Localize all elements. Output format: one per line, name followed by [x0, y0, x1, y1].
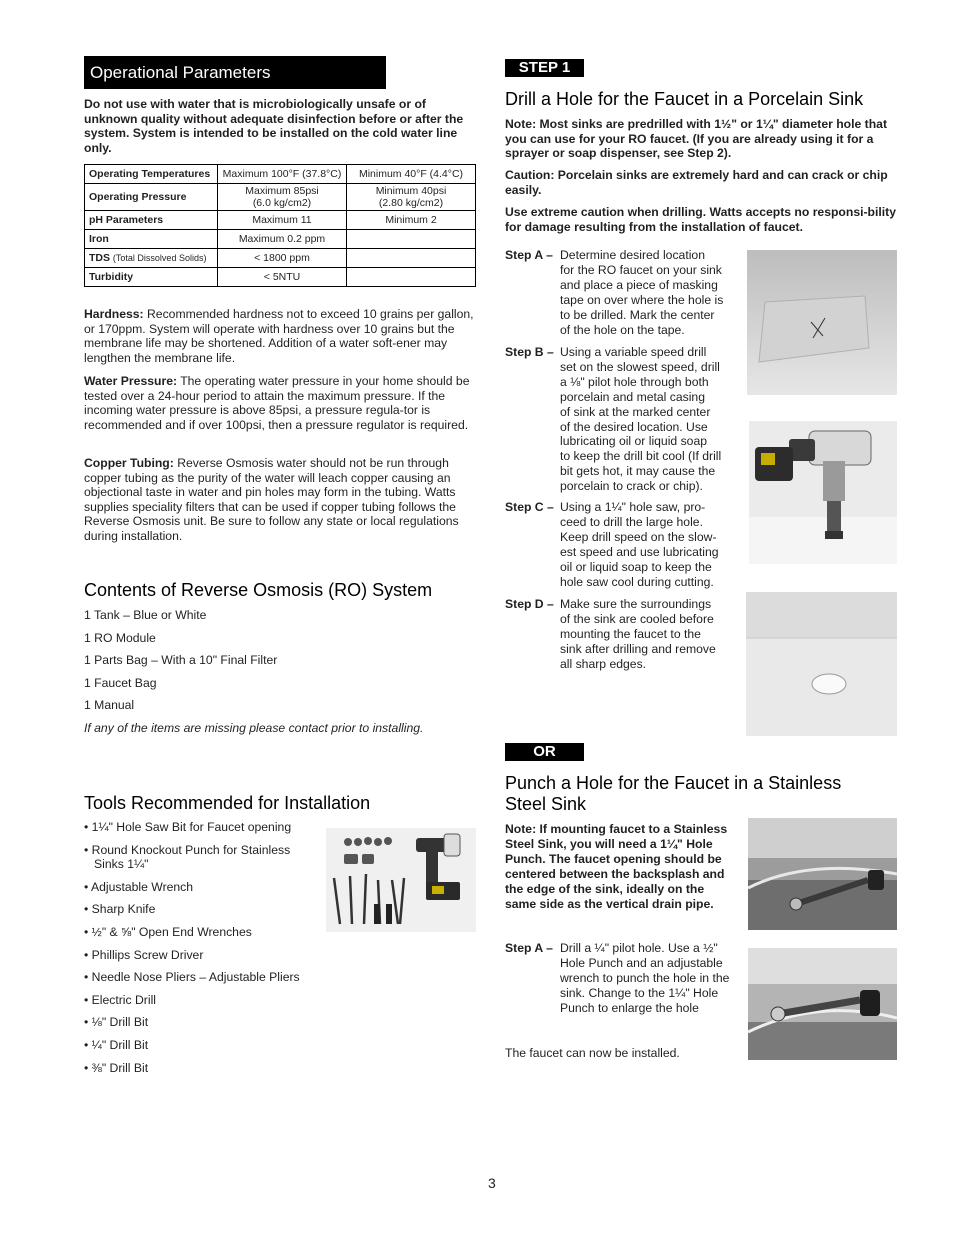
- page-number: 3: [488, 1175, 496, 1191]
- param-min: [347, 268, 476, 287]
- list-item: • Adjustable Wrench: [84, 879, 194, 894]
- param-label: TDS (Total Dissolved Solids): [85, 249, 218, 268]
- list-item: • Phillips Screw Driver: [84, 947, 204, 962]
- table-row: [85, 268, 476, 287]
- table-row: [85, 165, 476, 184]
- masking-tape-photo: [747, 250, 897, 395]
- param-max: Maximum 0.2 ppm: [218, 230, 347, 249]
- param-min: Minimum 2: [347, 211, 476, 230]
- contents-list: [84, 608, 474, 744]
- tools-list: [84, 820, 314, 1083]
- tools-photo: [326, 828, 476, 932]
- param-max: Maximum 100°F (37.8°C): [218, 165, 347, 184]
- tools-heading: Tools Recommended for Installation: [84, 793, 371, 813]
- list-item: • ½" & ⅝" Open End Wrenches: [84, 924, 252, 939]
- list-item: • Electric Drill: [84, 992, 156, 1007]
- hardness-paragraph: Hardness: Recommended hardness not to exceed 10 grains per gallon, or 170ppm. System will operate with hardness over 10 grains but the membrane life may be shortened. Addition of a water soft-ener may lengthen the membrane life.: [84, 307, 474, 365]
- param-max: Maximum 11: [218, 211, 347, 230]
- param-label: Operating Temperatures: [85, 165, 218, 184]
- hole-punch-photo: [748, 948, 897, 1060]
- param-max: < 1800 ppm: [218, 249, 347, 268]
- list-item: 1 Tank – Blue or White: [84, 608, 207, 622]
- table-row: [85, 211, 476, 230]
- stainless-note: Note: If mounting faucet to a Stainless Steel Sink, you will need a 1¼" Hole Punch. The faucet opening should be centered between the backsplash and the edge of the sink, ideally on the same side as the vertical drain pipe.: [505, 822, 728, 911]
- list-item: 1 Faucet Bag: [84, 675, 157, 690]
- list-item: • 1¼" Hole Saw Bit for Faucet opening: [84, 820, 292, 834]
- list-item: • Needle Nose Pliers – Adjustable Pliers: [84, 970, 300, 985]
- porcelain-heading: Drill a Hole for the Faucet in a Porcelain Sink: [505, 89, 864, 109]
- drill-photo: [749, 421, 897, 564]
- param-min: Minimum 40°F (4.4°C): [347, 165, 476, 184]
- list-item: • ⅛" Drill Bit: [84, 1015, 149, 1030]
- step1-badge: STEP 1: [505, 59, 584, 77]
- param-min: [347, 249, 476, 268]
- list-item: • ⅜" Drill Bit: [84, 1060, 149, 1075]
- param-label: Iron: [85, 230, 218, 249]
- param-max: < 5NTU: [218, 268, 347, 287]
- stainless-sink-photo: [748, 818, 897, 930]
- list-item: • Sharp Knife: [84, 902, 156, 917]
- param-label: pH Parameters: [85, 211, 218, 230]
- param-min: [347, 230, 476, 249]
- porcelain-warning: Use extreme caution when drilling. Watts accepts no responsi-bility for damage resulting from the installation of faucet.: [505, 205, 896, 234]
- list-item: • Round Knockout Punch for Stainless Sinks 1¼": [84, 842, 291, 872]
- or-badge: OR: [505, 743, 584, 761]
- contents-heading: Contents of Reverse Osmosis (RO) System: [84, 580, 433, 600]
- table-row: [85, 184, 476, 211]
- contents-note: If any of the items are missing please contact prior to installing.: [84, 720, 424, 735]
- porcelain-note: Note: Most sinks are predrilled with 1½" or 1¼" diameter hole that you can use for your RO faucet. (If you are already using it for a sprayer or soap dispenser, see Step 2).: [505, 117, 888, 161]
- parameters-table: [84, 164, 476, 287]
- final-note: The faucet can now be installed.: [505, 1046, 680, 1060]
- drilled-hole-photo: [746, 592, 897, 736]
- param-min: Minimum 40psi (2.80 kg/cm2): [347, 184, 476, 211]
- list-item: 1 Manual: [84, 698, 135, 713]
- list-item: 1 Parts Bag – With a 10" Final Filter: [84, 653, 278, 668]
- param-max: Maximum 85psi (6.0 kg/cm2): [218, 184, 347, 211]
- list-item: 1 RO Module: [84, 630, 156, 645]
- water-pressure-paragraph: Water Pressure: The operating water pressure in your home should be tested over a 24-hour period to attain the maximum pressure. If the incoming water pressure is above 85psi, a pressure regula-tor is recommended and if over 100psi, then a pressure regulator is required.: [84, 374, 470, 432]
- table-row: [85, 249, 476, 268]
- param-label: Operating Pressure: [85, 184, 218, 211]
- warning-text: Do not use with water that is microbiologically unsafe or of unknown quality without adequate disinfection before or after the system. System is intended to be installed on the cold water line only.: [84, 97, 464, 155]
- param-label: Turbidity: [85, 268, 218, 287]
- section-title-operational-parameters: Operational Parameters: [84, 56, 386, 89]
- table-row: [85, 230, 476, 249]
- porcelain-caution: Caution: Porcelain sinks are extremely hard and can crack or chip easily.: [505, 168, 888, 197]
- stainless-heading: Punch a Hole for the Faucet in a Stainless Steel Sink: [505, 773, 842, 814]
- list-item: • ¼" Drill Bit: [84, 1037, 149, 1052]
- copper-tubing-paragraph: Copper Tubing: Reverse Osmosis water should not be run through copper tubing as the purity of the water will leach copper causing an objectional taste in water and pin holes may form in the tubing. Watts supplies speciality filters that can be used if copper tubing follows the Reverse Osmosis unit. Be sure to follow any state or local regulations during installation.: [84, 456, 459, 543]
